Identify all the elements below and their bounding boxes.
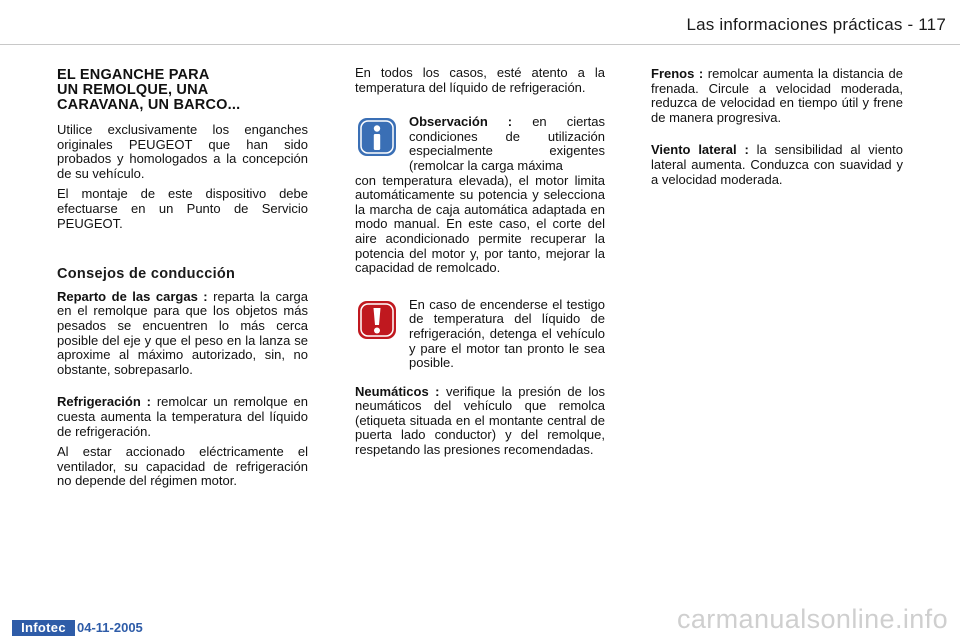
neumaticos-label: Neumáticos : <box>355 383 440 399</box>
info-icon <box>357 117 397 157</box>
paragraph-reparto <box>57 290 308 378</box>
refrigeracion-label: Refrigeración : <box>57 394 151 410</box>
section-title <box>57 68 308 113</box>
infotec-logo: Infotec <box>12 620 75 636</box>
warning-text: En caso de encenderse el testigo de temperatura del líquido de refrigeración, detenga el vehículo y pare el motor tan pronto le sea posible. <box>409 296 605 371</box>
title-line-2: UN REMOLQUE, UNA <box>57 82 209 98</box>
frenos-label: Frenos : <box>651 66 704 81</box>
column-right <box>651 67 903 193</box>
viento-text: la sensibilidad al viento lateral aumenta. Conduzca con suavidad y a velocidad moderada. <box>651 142 903 187</box>
watermark: carmanualsonline.info <box>676 604 948 634</box>
title-line-1: EL ENGANCHE PARA <box>57 67 210 83</box>
page-header-title: Las informaciones prácticas - 117 <box>686 15 946 34</box>
observation-text-part1: en ciertas condiciones de utilización especialmente exigentes (remolcar la carga máxima <box>409 114 605 173</box>
paragraph-montaje: El montaje de este dispositivo debe efectuarse en un Punto de Servicio PEUGEOT. <box>57 186 308 231</box>
warning-icon <box>357 300 397 340</box>
paragraph-enganches: Utilice exclusivamente los enganches originales PEUGEOT que han sido probados y homologados a la concepción de su vehículo. <box>57 122 308 181</box>
title-line-3: CARAVANA, UN BARCO... <box>57 97 241 113</box>
paragraph-viento <box>651 143 903 187</box>
footer-date: 04-11-2005 <box>77 620 143 635</box>
warning-note <box>355 298 605 371</box>
reparto-label: Reparto de las cargas : <box>57 288 208 304</box>
header-divider <box>0 44 960 45</box>
viento-label: Viento lateral : <box>651 142 749 158</box>
column-middle <box>355 66 605 464</box>
paragraph-refrigeracion <box>57 395 308 439</box>
neumaticos-text: verifique la presión de los neumáticos del vehículo que remolca (etiqueta situada en el montante central de puerta lado conductor) y del remolque, respetando las presiones recomendadas. <box>355 383 605 458</box>
paragraph-ventilador: Al estar accionado eléctricamente el ventilador, su capacidad de refrigeración no depende del régimen motor. <box>57 444 308 489</box>
paragraph-neumaticos <box>355 385 605 458</box>
observation-label: Observación : <box>409 114 513 130</box>
reparto-text: reparta la carga en el remolque para que los objetos más pesados se encuentren lo más cerca posible del eje y que el peso en la lanza se aproxime al máximo autorizado, sin, no obstante, sobrepasarlo. <box>57 288 308 377</box>
observation-note <box>355 115 605 276</box>
subsection-title: Consejos de conducción <box>57 266 236 283</box>
frenos-text: remolcar aumenta la distancia de frenada. Circule a velocidad moderada, reduzca de velocidad en tiempo útil y frene de manera progresiva. <box>651 66 903 125</box>
paragraph-frenos <box>651 67 903 125</box>
refrigeracion-text: remolcar un remolque en cuesta aumenta la temperatura del líquido de refrigeración. <box>57 394 308 439</box>
column-left <box>57 68 308 495</box>
paragraph-atento: En todos los casos, esté atento a la temperatura del líquido de refrigeración. <box>355 65 605 95</box>
observation-text-part2: con temperatura elevada), el motor limita automáticamente su potencia y selecciona la marcha de caja automática adaptada en modo manual. En este caso, el corte del aire acondicionado permite recuperar la potencia del motor y, por tanto, mejorar la capacidad de remolcado. <box>355 172 605 276</box>
